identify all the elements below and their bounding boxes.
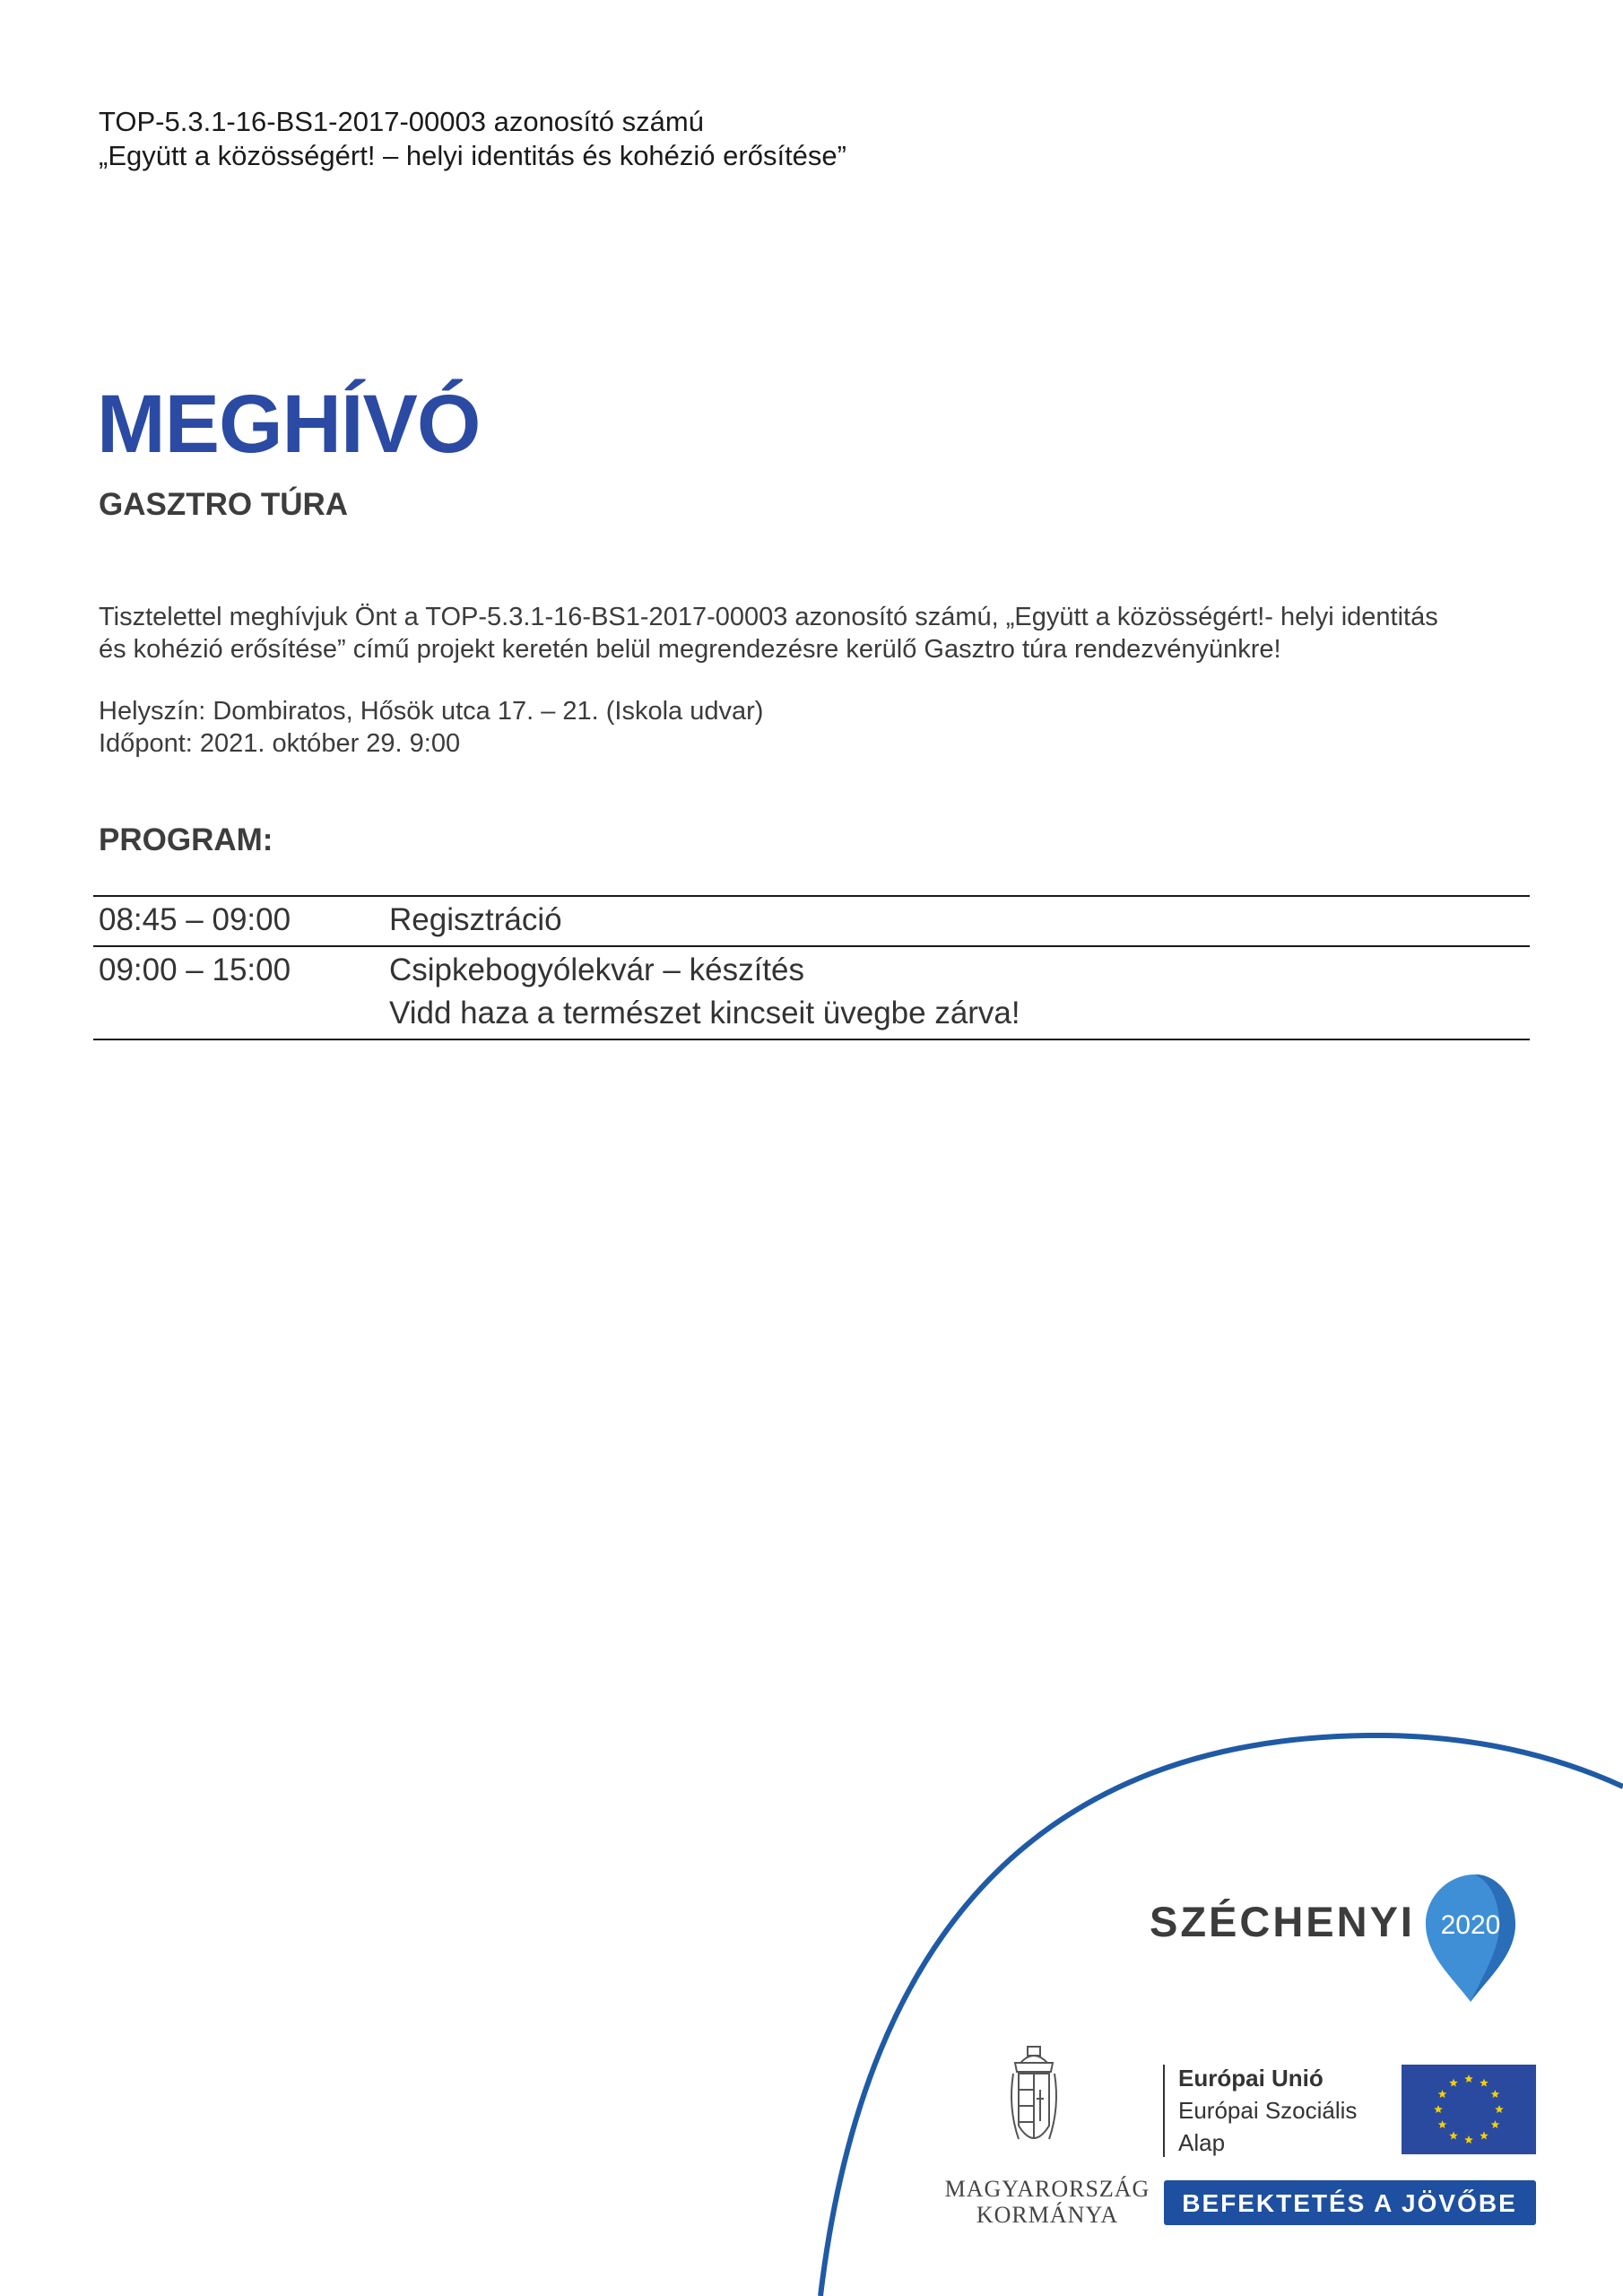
program-heading: PROGRAM: xyxy=(99,822,273,857)
szechenyi-year: 2020 xyxy=(1440,1910,1501,1940)
eu-fund-line-2: Alap xyxy=(1178,2129,1226,2156)
program-time: 09:00 – 15:00 xyxy=(99,952,291,987)
program-time: 08:45 – 09:00 xyxy=(99,902,291,937)
eu-name: Európai Unió xyxy=(1178,2065,1324,2092)
invest-banner-text: BEFEKTETÉS A JÖVŐBE xyxy=(1182,2189,1517,2217)
program-description-line: Csipkebogyólekvár – készítés xyxy=(389,952,804,987)
program-description-line: Regisztráció xyxy=(389,902,562,937)
eu-flag-icon xyxy=(1402,2065,1536,2154)
coat-of-arms-icon xyxy=(1011,2047,1056,2139)
intro-line-2: és kohézió erősítése” című projekt keretén belül megrendezésre kerülő Gasztro túra rendezvényünkre! xyxy=(99,635,1281,664)
program-description-line: Vidd haza a természet kincseit üvegbe zárva! xyxy=(389,996,1020,1031)
szechenyi-logo-text: SZÉCHENYI xyxy=(1150,1898,1415,1945)
event-time: Időpont: 2021. október 29. 9:00 xyxy=(99,729,461,758)
project-header-line-2: „Együtt a közösségért! – helyi identitás és kohézió erősítése” xyxy=(99,140,846,171)
government-name-line-2: KORMÁNYA xyxy=(976,2202,1119,2228)
intro-line-1: Tisztelettel meghívjuk Önt a TOP-5.3.1-16-BS1-2017-00003 azonosító számú, „Együtt a közösségért!- helyi identitás xyxy=(99,603,1438,631)
eu-fund-line-1: Európai Szociális xyxy=(1178,2097,1358,2124)
page-subtitle: GASZTRO TÚRA xyxy=(99,487,349,522)
event-location: Helyszín: Dombiratos, Hősök utca 17. – 21. (Iskola udvar) xyxy=(99,697,764,726)
project-header-line-1: TOP-5.3.1-16-BS1-2017-00003 azonosító számú xyxy=(99,106,704,137)
government-name-line-1: MAGYARORSZÁG xyxy=(944,2176,1150,2202)
page-title: MEGHÍVÓ xyxy=(97,378,481,470)
